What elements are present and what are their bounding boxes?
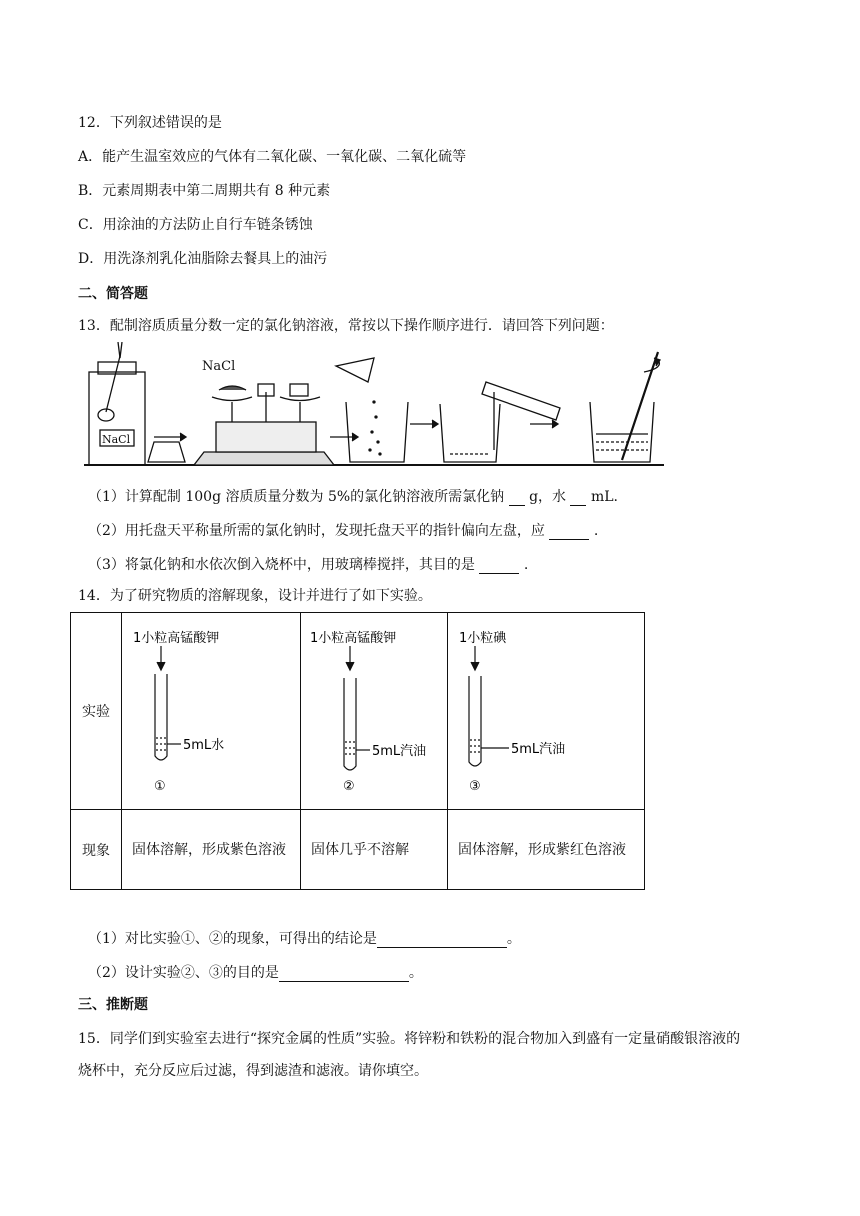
answer-blank[interactable] xyxy=(549,525,589,540)
q14-stem: 14．为了研究物质的溶解现象，设计并进行了如下实验。 xyxy=(78,588,432,604)
phenomenon-3: 固体溶解，形成紫红色溶液 xyxy=(448,810,645,890)
beaker-pouring-solid-icon xyxy=(336,358,408,462)
experiment-number: ② xyxy=(343,779,355,794)
balance-icon xyxy=(194,359,334,465)
solution-prep-figure xyxy=(84,342,666,466)
experiment-number: ③ xyxy=(469,779,481,794)
q12-option-c: C．用涂油的方法防止自行车链条锈蚀 xyxy=(78,217,313,233)
arrow-right-icon xyxy=(330,433,358,441)
reagent-label: 1小粒碘 xyxy=(459,631,507,646)
q12-option-a: A．能产生温室效应的气体有二氧化碳、一氧化碳、二氧化硫等 xyxy=(78,149,467,165)
experiment-cell-1 xyxy=(122,613,301,810)
reagent-label: 1小粒高锰酸钾 xyxy=(133,631,220,646)
phenomenon-1: 固体溶解，形成紫色溶液 xyxy=(122,810,301,890)
q13-part2: （2）用托盘天平称量所需的氯化钠时，发现托盘天平的指针偏向左盘，应 . xyxy=(88,523,599,539)
arrow-right-icon xyxy=(410,420,438,428)
answer-blank[interactable] xyxy=(509,491,525,506)
q13-part1: （1）计算配制 100g 溶质质量分数为 5%的氯化钠溶液所需氯化钠 g，水 mL. xyxy=(88,489,618,505)
test-tube-icon xyxy=(344,678,356,770)
answer-blank[interactable] xyxy=(570,491,586,506)
q13-stem: 13．配制溶质质量分数一定的氯化钠溶液，常按以下操作顺序进行．请回答下列问题： xyxy=(78,318,614,334)
beaker-pouring-water-icon xyxy=(440,382,560,462)
solvent-label: 5mL汽油 xyxy=(511,742,566,757)
q12-option-b: B．元素周期表中第二周期共有 8 种元素 xyxy=(78,183,331,199)
section-heading-2: 二、简答题 xyxy=(78,286,148,302)
test-tube-icon xyxy=(155,674,167,760)
row-header-phenomenon: 现象 xyxy=(71,810,122,890)
row-header-experiment: 实验 xyxy=(71,613,122,810)
beaker-stirring-icon xyxy=(590,352,660,462)
q12-stem: 12．下列叙述错误的是 xyxy=(78,115,222,131)
reagent-bottle-icon xyxy=(89,342,145,465)
q13-part3: （3）将氯化钠和水依次倒入烧杯中，用玻璃棒搅拌，其目的是 . xyxy=(88,557,529,573)
solvent-label: 5mL水 xyxy=(183,738,225,753)
phenomenon-2: 固体几乎不溶解 xyxy=(301,810,448,890)
q15-line2: 烧杯中，充分反应后过滤，得到滤渣和滤液。请你填空。 xyxy=(78,1063,428,1079)
answer-blank[interactable] xyxy=(479,559,519,574)
answer-blank[interactable] xyxy=(377,933,507,948)
experiment-cell-2 xyxy=(301,613,448,810)
experiment-table xyxy=(70,612,645,890)
bottle-label: NaCl xyxy=(102,433,131,446)
arrow-right-icon xyxy=(530,420,558,428)
section-heading-3: 三、推断题 xyxy=(78,997,148,1013)
experiment-cell-3 xyxy=(448,613,645,810)
arrow-right-icon xyxy=(154,433,186,441)
q12-option-d: D．用洗涤剂乳化油脂除去餐具上的油污 xyxy=(78,251,328,267)
weight-icon xyxy=(148,442,185,462)
q14-part2: （2）设计实验②、③的目的是 。 xyxy=(88,965,423,981)
solvent-label: 5mL汽油 xyxy=(372,744,427,759)
q14-part1: （1）对比实验①、②的现象，可得出的结论是 。 xyxy=(88,931,521,947)
q15-line1: 15．同学们到实验室去进行“探究金属的性质”实验。将锌粉和铁粉的混合物加入到盛有一定量硝酸银溶液的 xyxy=(78,1031,741,1047)
answer-blank[interactable] xyxy=(279,967,409,982)
nacl-label: NaCl xyxy=(202,359,236,374)
experiment-number: ① xyxy=(154,779,166,794)
reagent-label: 1小粒高锰酸钾 xyxy=(310,631,397,646)
